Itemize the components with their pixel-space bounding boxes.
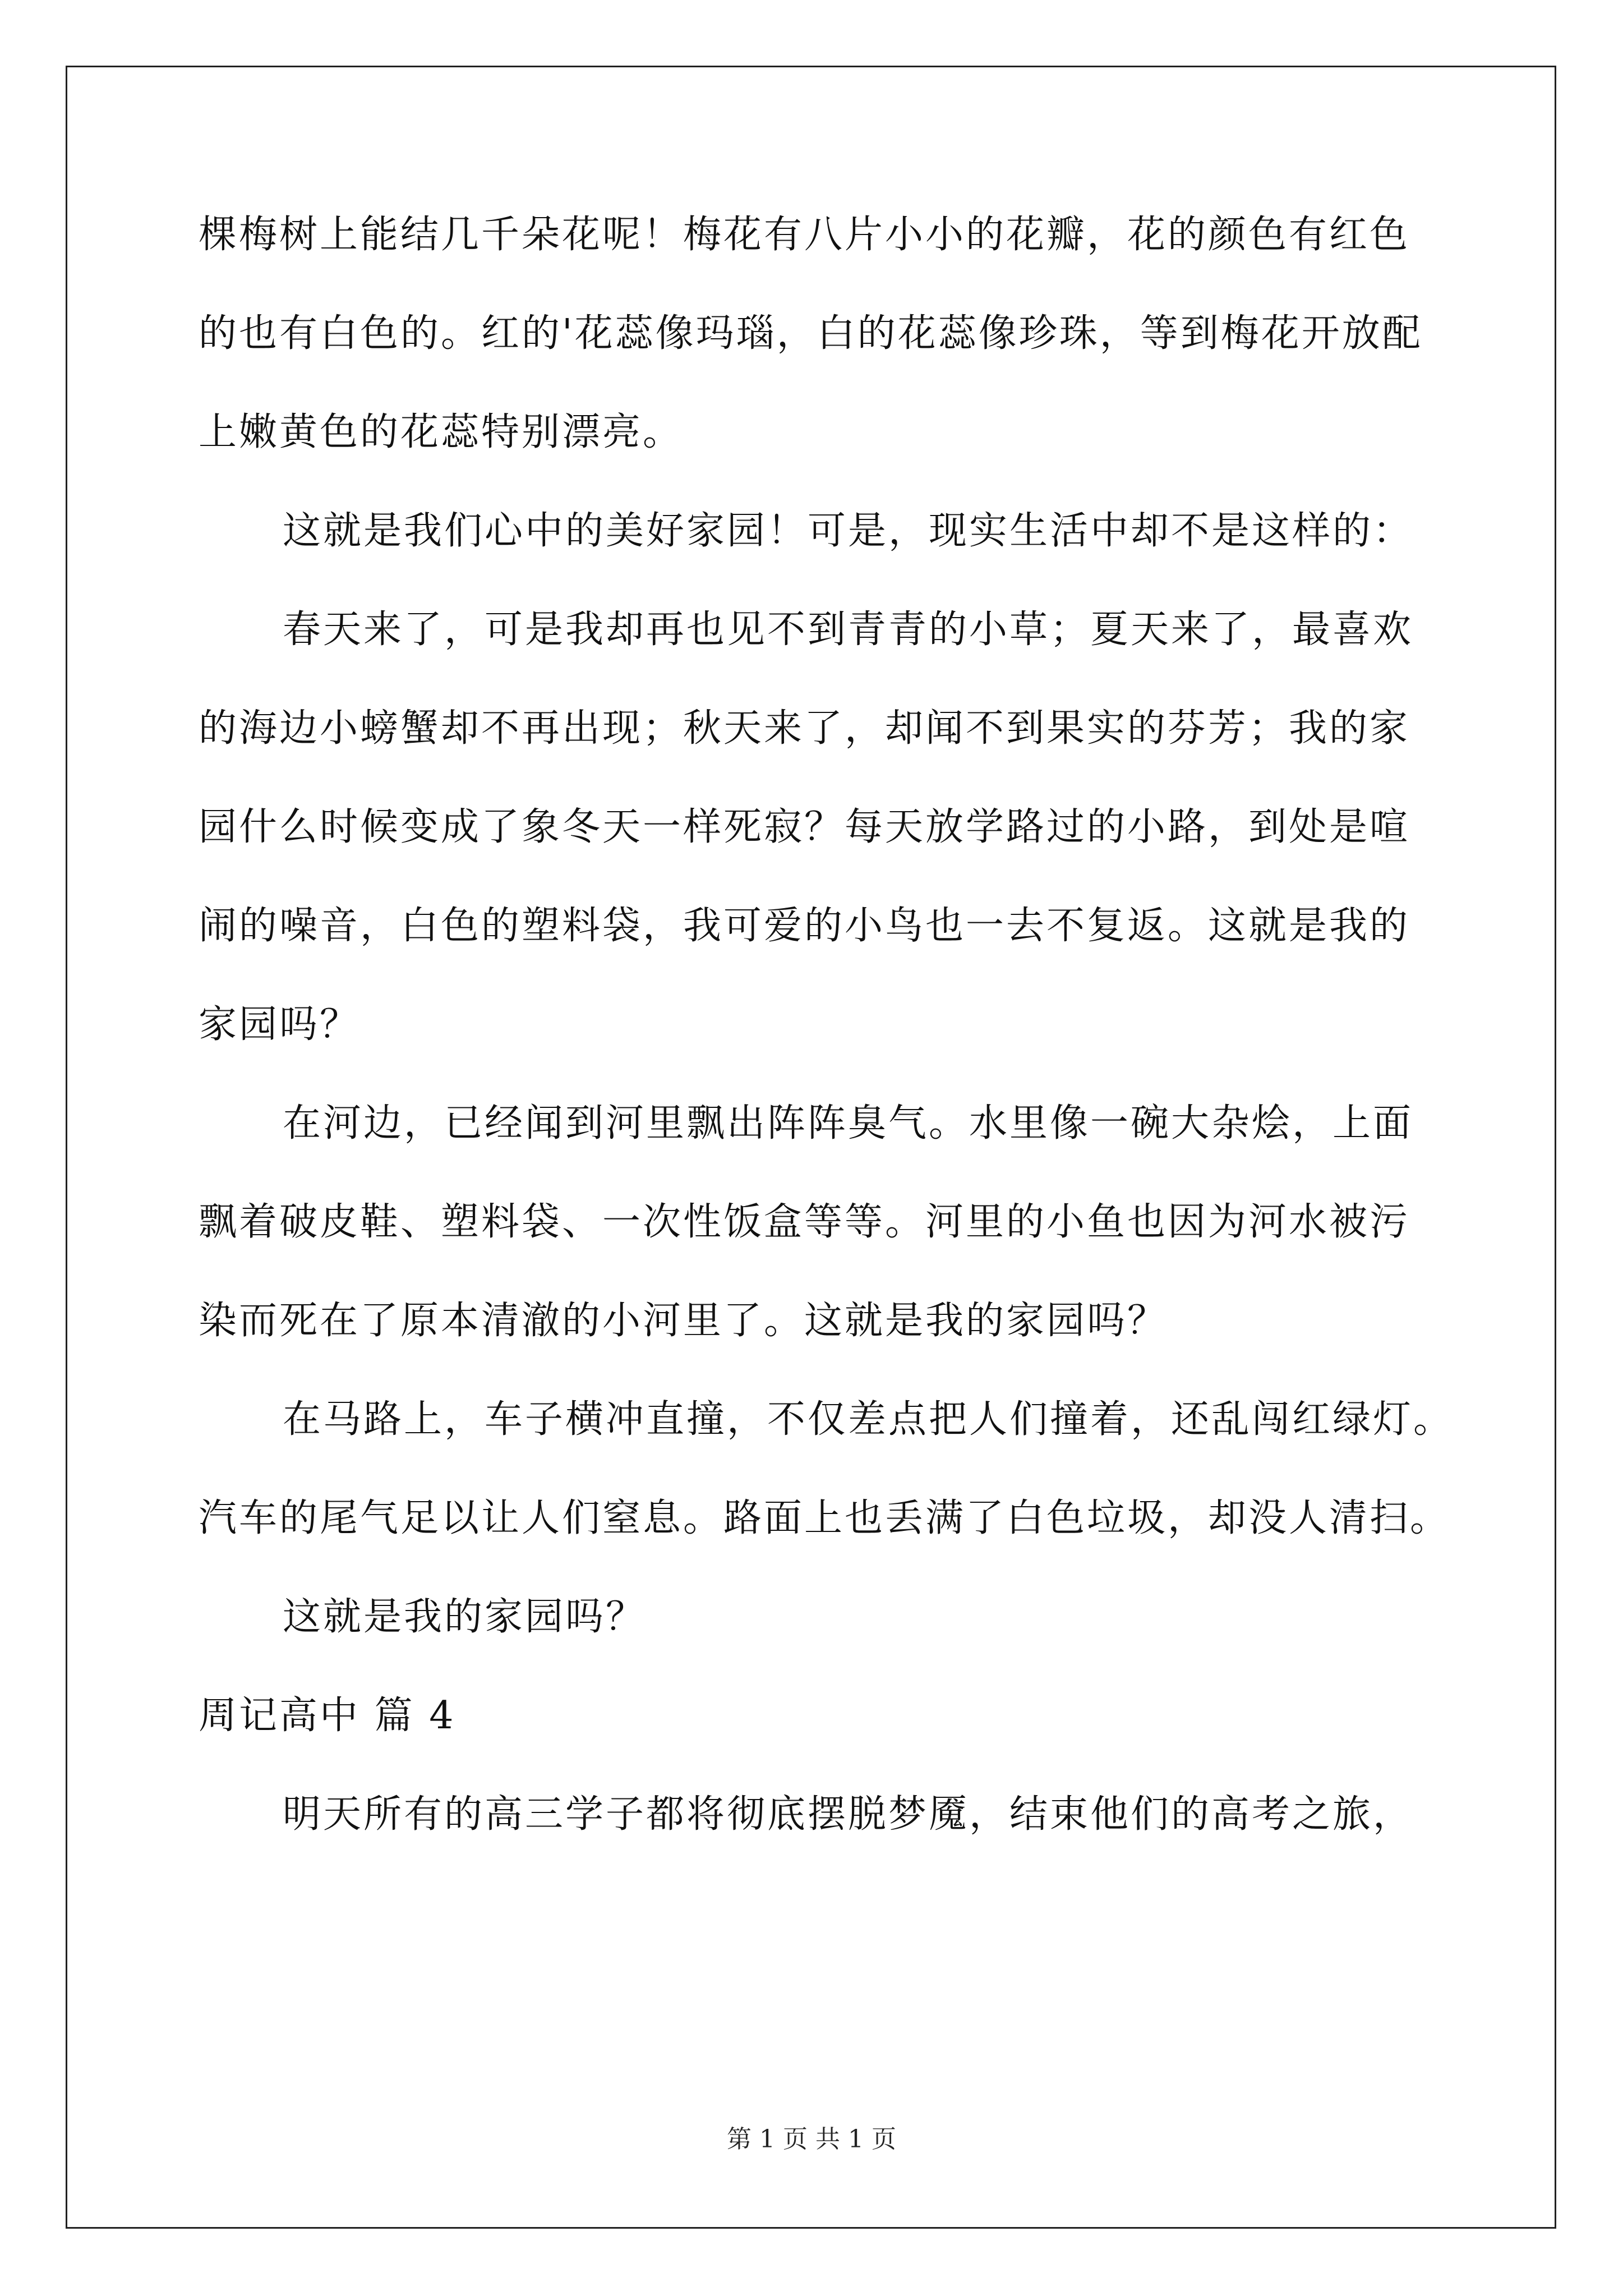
paragraph bbox=[199, 509, 1449, 611]
paragraph bbox=[199, 213, 1449, 512]
text-line: 这就是我的家园吗？ bbox=[283, 1595, 647, 1639]
text-line: 园什么时候变成了象冬天一样死寂？每天放学路过的小路，到处是喧 bbox=[199, 805, 1410, 849]
document-body bbox=[199, 213, 1454, 1894]
paragraph bbox=[199, 608, 1449, 1105]
text-line: 在马路上，车子横冲直撞，不仅差点把人们撞着，还乱闯红绿灯。 bbox=[283, 1397, 1454, 1442]
text-line: 的也有白色的。红的'花蕊像玛瑙，白的花蕊像珍珠，等到梅花开放配 bbox=[199, 311, 1423, 356]
page-footer: 第 1 页 共 1 页 bbox=[727, 2125, 896, 2154]
paragraph bbox=[199, 1595, 1449, 1697]
text-line: 汽车的尾气足以让人们窒息。路面上也丢满了白色垃圾，却没人清扫。 bbox=[199, 1496, 1451, 1540]
text-line: 明天所有的高三学子都将彻底摆脱梦魇，结束他们的高考之旅， bbox=[283, 1792, 1414, 1837]
text-line: 染而死在了原本清澈的小河里了。这就是我的家园吗？ bbox=[199, 1299, 1168, 1343]
text-line: 棵梅树上能结几千朵花呢！梅花有八片小小的花瓣，花的颜色有红色 bbox=[199, 213, 1410, 257]
text-line: 上嫩黄色的花蕊特别漂亮。 bbox=[199, 410, 684, 454]
text-line: 春天来了，可是我却再也见不到青青的小草；夏天来了，最喜欢 bbox=[283, 608, 1414, 652]
paragraph bbox=[199, 1792, 1449, 1894]
text-line: 家园吗？ bbox=[199, 1002, 361, 1047]
paragraph bbox=[199, 1101, 1449, 1401]
text-line: 闹的噪音，白色的塑料袋，我可爱的小鸟也一去不复返。这就是我的 bbox=[199, 904, 1410, 948]
text-line: 在河边，已经闻到河里飘出阵阵臭气。水里像一碗大杂烩，上面 bbox=[283, 1101, 1414, 1145]
text-line: 飘着破皮鞋、塑料袋、一次性饭盒等等。河里的小鱼也因为河水被污 bbox=[199, 1200, 1410, 1244]
paragraph bbox=[199, 1397, 1454, 1598]
text-line: 的海边小螃蟹却不再出现；秋天来了，却闻不到果实的芬芳；我的家 bbox=[199, 706, 1410, 751]
section-heading: 周记高中 篇 4 bbox=[199, 1694, 456, 1738]
text-line: 这就是我们心中的美好家园！可是，现实生活中却不是这样的： bbox=[283, 509, 1414, 553]
